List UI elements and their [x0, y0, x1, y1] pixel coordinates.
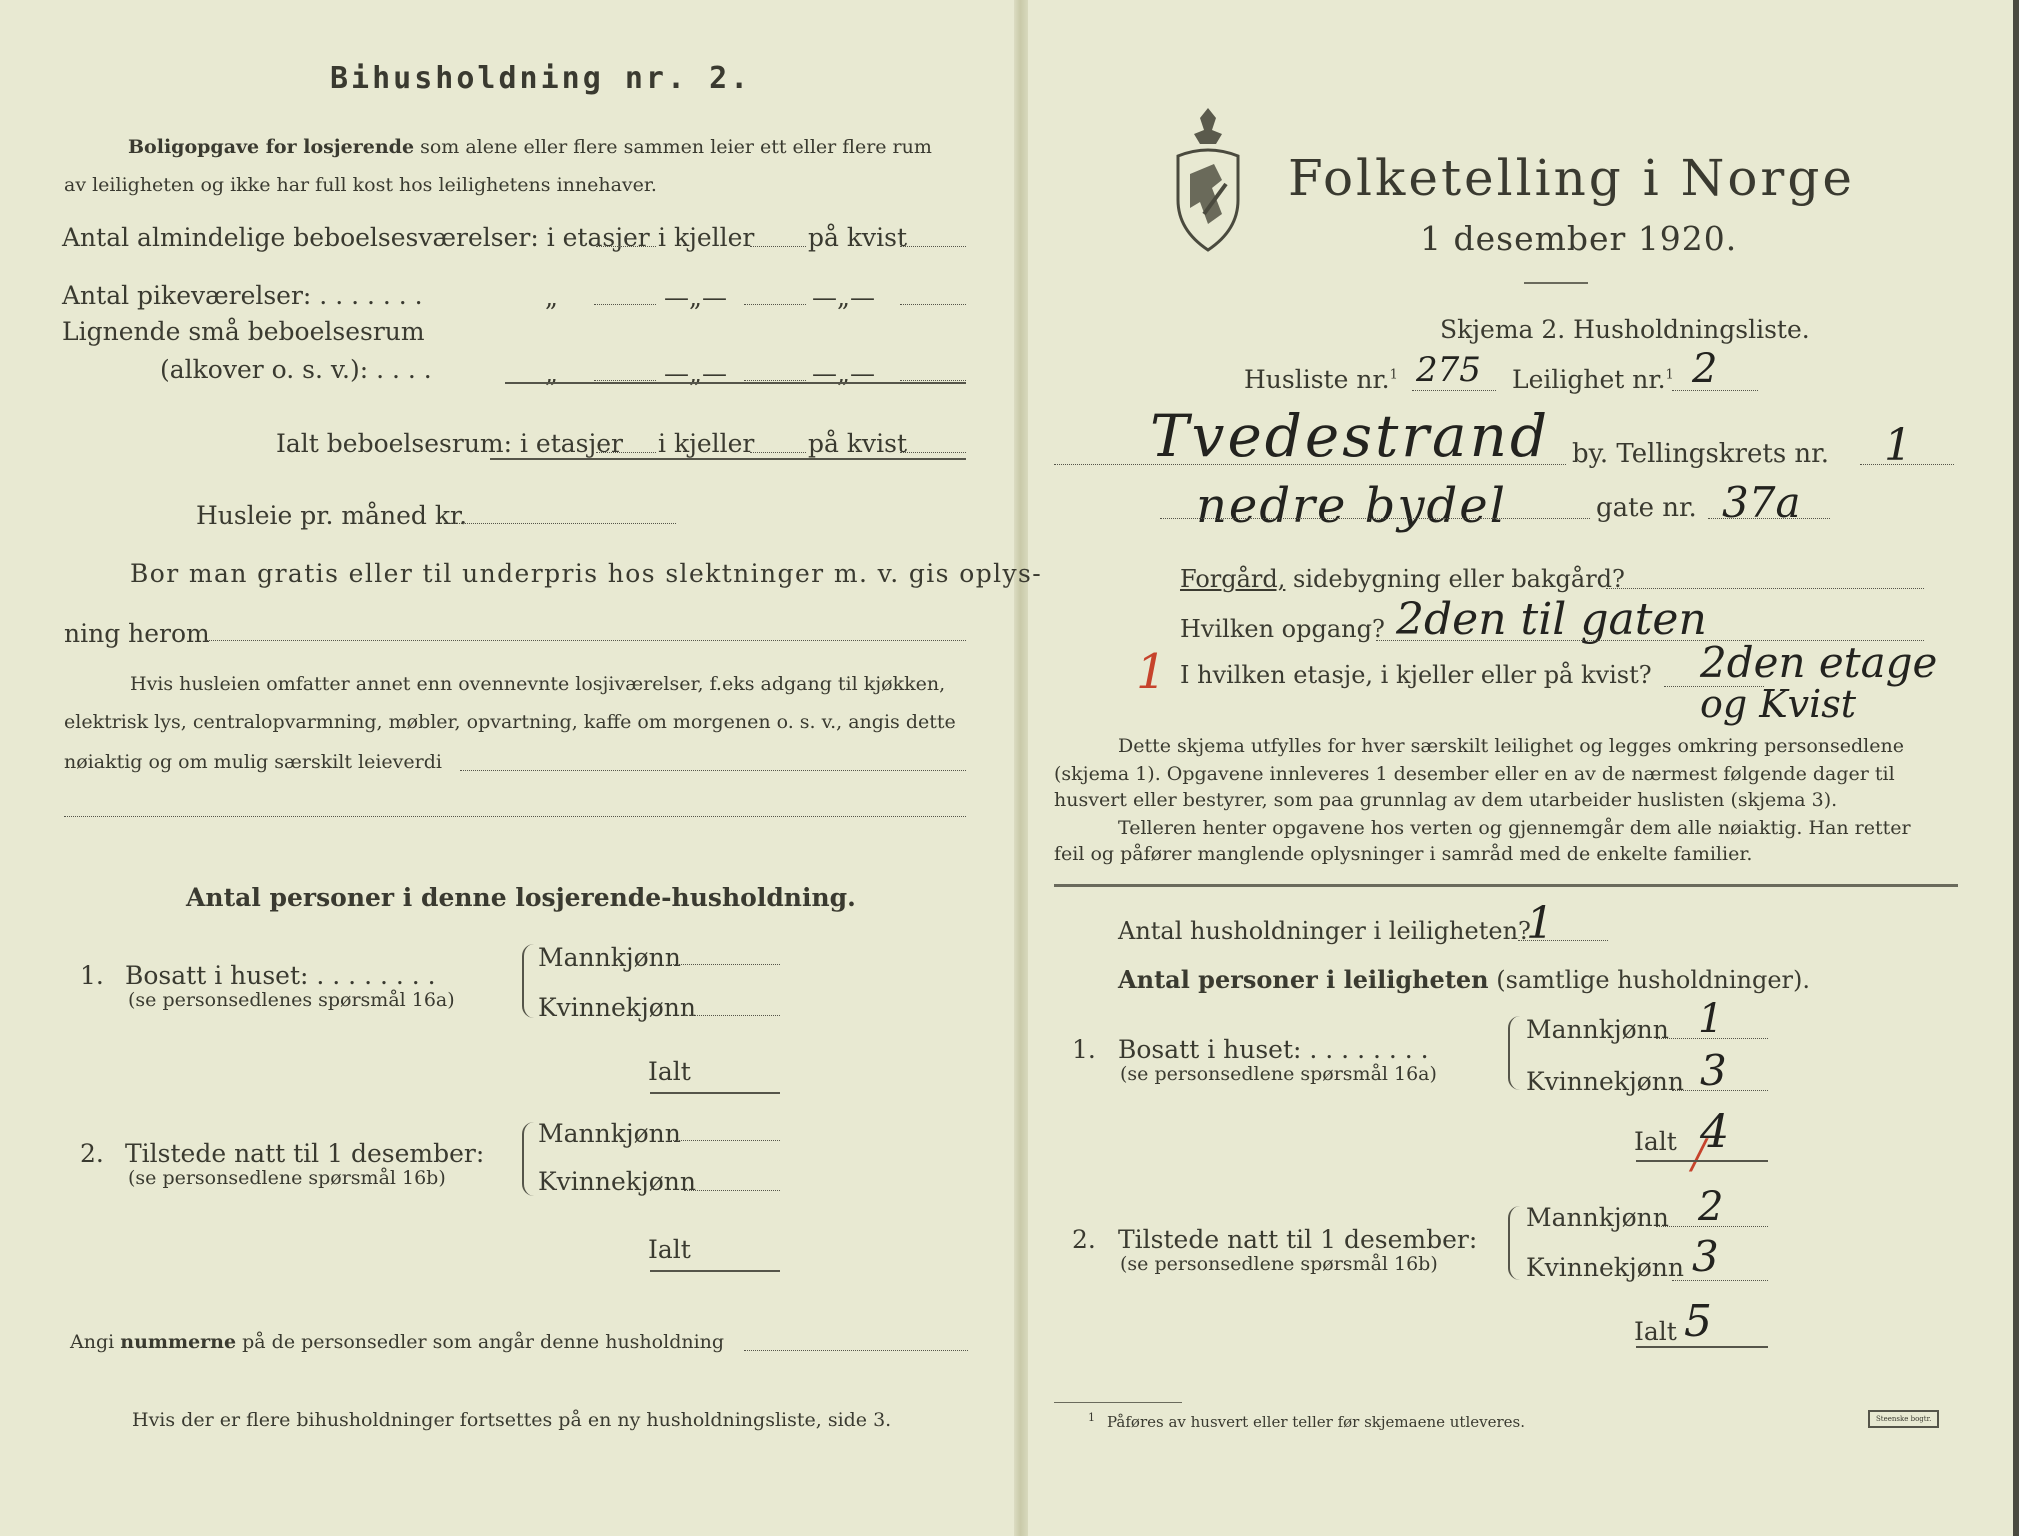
city-by-label: by. Tellingskrets nr.	[1572, 439, 1830, 469]
total-rooms-label: Ialt beboelsesrum: i etasjer	[276, 429, 624, 458]
intro-rest: som alene eller flere sammen leier ett eller flere rum	[414, 136, 932, 158]
right-q1-male-label: Mannkjønn	[1526, 1015, 1669, 1044]
rent-field[interactable]	[450, 523, 676, 524]
right-q2-female-value[interactable]: 3	[1692, 1232, 1719, 1281]
krets-field	[1860, 464, 1954, 465]
coat-of-arms-icon	[1168, 104, 1248, 254]
intro-line-1	[128, 137, 932, 159]
right-persons-heading-rest: (samtlige husholdninger).	[1488, 966, 1811, 994]
left-q2-male-label: Mannkjønn	[538, 1119, 681, 1148]
maid-ditto-2: —„—	[664, 283, 727, 312]
sheet-edge	[2013, 0, 2019, 1536]
left-q1-label: Bosatt i huset: . . . . . . . .	[125, 961, 436, 990]
right-q2-total-label: Ialt	[1634, 1317, 1677, 1346]
husliste-label	[1244, 366, 1398, 395]
alcove-field-1[interactable]	[594, 380, 656, 381]
left-q2-female-field[interactable]	[684, 1190, 780, 1191]
intro-bold: Boligopgave for losjerende	[128, 136, 415, 158]
alcove-underline	[505, 382, 966, 384]
maid-ditto-1: „	[545, 283, 558, 312]
forgard-label	[1180, 566, 1625, 594]
rooms-attic-field[interactable]	[900, 246, 966, 247]
numbers-label-c: på de personsedler som angår denne husholdning	[236, 1331, 725, 1353]
forgard-underlined: Forgård,	[1180, 565, 1286, 593]
right-q1-label: Bosatt i huset: . . . . . . . .	[1118, 1035, 1429, 1064]
left-q2-total-field[interactable]	[650, 1270, 780, 1272]
leilighet-label	[1512, 366, 1674, 395]
households-field	[1518, 940, 1608, 941]
leilighet-footnote-mark: 1	[1665, 367, 1674, 383]
right-q2-total-field	[1636, 1346, 1768, 1348]
left-q2-number: 2.	[80, 1139, 104, 1168]
rooms-attic-label: på kvist	[808, 223, 907, 252]
leilighet-field	[1672, 390, 1758, 391]
note-line-2: elektrisk lys, centralopvarmning, møbler, opvartning, kaffe om morgenen o. s. v., angis dette	[64, 711, 956, 733]
total-etasjer-field[interactable]	[596, 452, 656, 453]
maid-ditto-3: —„—	[812, 283, 875, 312]
etasje-label: I hvilken etasje, i kjeller eller på kvist?	[1180, 661, 1652, 689]
husliste-text: Husliste nr.	[1244, 365, 1390, 394]
right-q2-female-label: Kvinnekjønn	[1526, 1253, 1684, 1282]
right-q2-female-field	[1672, 1280, 1768, 1281]
maid-field-2[interactable]	[744, 304, 806, 305]
total-attic-label: på kvist	[808, 429, 907, 458]
right-q1-total-field	[1636, 1160, 1768, 1162]
instructions-1: Dette skjema utfylles for hver særskilt leilighet og legges omkring personsedlene	[1118, 735, 1904, 757]
left-q1-number: 1.	[80, 961, 104, 990]
rooms-cellar-field[interactable]	[750, 246, 806, 247]
right-q1-total-check: /	[1692, 1132, 1706, 1178]
right-q2-total-value[interactable]: 5	[1684, 1296, 1712, 1347]
city-field	[1054, 464, 1566, 465]
total-rooms-underline	[490, 458, 966, 460]
maid-field-3[interactable]	[900, 304, 966, 305]
right-q2-sub: (se personsedlene spørsmål 16b)	[1120, 1253, 1438, 1275]
note-field-1[interactable]	[460, 770, 966, 771]
right-q2-male-field	[1656, 1226, 1768, 1227]
footnote	[1088, 1412, 1525, 1431]
rooms-label: Antal almindelige beboelsesværelser: i etasjer	[62, 223, 650, 252]
total-cellar-field[interactable]	[750, 452, 806, 453]
rooms-etasjer-field[interactable]	[596, 246, 656, 247]
city-value[interactable]: Tvedestrand	[1150, 402, 1551, 470]
left-q1-female-label: Kvinnekjønn	[538, 993, 696, 1022]
alcove-ditto-3: —„—	[812, 359, 875, 388]
maid-field-1[interactable]	[594, 304, 656, 305]
numbers-label-a: Angi	[70, 1331, 121, 1353]
rooms-cellar-label: i kjeller	[658, 223, 755, 252]
numbers-label-b: nummerne	[120, 1331, 237, 1353]
husliste-footnote-mark: 1	[1389, 367, 1398, 383]
right-q2-label: Tilstede natt til 1 desember:	[1118, 1225, 1478, 1254]
right-q2-number: 2.	[1072, 1225, 1096, 1254]
husliste-field	[1412, 390, 1496, 391]
total-cellar-label: i kjeller	[658, 429, 755, 458]
etasje-red-mark: 1	[1136, 644, 1167, 700]
printer-mark: Steenske bogtr.	[1868, 1410, 1939, 1428]
right-persons-heading-bold: Antal personer i leiligheten	[1118, 965, 1489, 994]
left-q1-total-field[interactable]	[650, 1092, 780, 1094]
free-question-1: Bor man gratis eller til underpris hos slektninger m. v. gis oplys-	[130, 559, 1043, 588]
households-label: Antal husholdninger i leiligheten?	[1118, 917, 1531, 945]
right-persons-heading	[1118, 966, 1810, 995]
left-q1-male-field[interactable]	[668, 964, 780, 965]
intro-line-2: av leiligheten og ikke har full kost hos leilighetens innehaver.	[64, 174, 657, 196]
numbers-label	[70, 1332, 724, 1354]
left-q1-sub: (se personsedlenes spørsmål 16a)	[128, 989, 455, 1011]
left-title: Bihusholdning nr. 2.	[330, 61, 752, 96]
left-q2-brace	[522, 1122, 534, 1196]
instructions-divider	[1054, 884, 1958, 887]
rent-label: Husleie pr. måned kr.	[196, 501, 468, 530]
left-q1-female-field[interactable]	[684, 1015, 780, 1016]
street-value[interactable]: nedre bydel	[1196, 478, 1507, 534]
right-q1-female-value[interactable]: 3	[1700, 1046, 1727, 1095]
leilighet-text: Leilighet nr.	[1512, 365, 1666, 394]
right-q1-male-field	[1656, 1038, 1768, 1039]
leilighet-value[interactable]: 2	[1692, 346, 1718, 392]
left-persons-heading: Antal personer i denne losjerende-husholdning.	[186, 883, 856, 912]
similar-rooms-label: Lignende små beboelsesrum	[62, 317, 425, 346]
right-q1-female-field	[1672, 1090, 1768, 1091]
krets-value[interactable]: 1	[1884, 420, 1912, 471]
footnote-text: Påføres av husvert eller teller før skjemaene utleveres.	[1107, 1413, 1525, 1431]
etasje-value-2[interactable]: og Kvist	[1700, 682, 1857, 726]
right-q1-female-label: Kvinnekjønn	[1526, 1067, 1684, 1096]
alcove-ditto-2: —„—	[664, 359, 727, 388]
free-question-2: ning herom	[64, 619, 210, 648]
right-q1-total-label: Ialt	[1634, 1127, 1677, 1156]
left-footer: Hvis der er flere bihusholdninger fortsettes på en ny husholdningsliste, side 3.	[132, 1409, 892, 1431]
opgang-value[interactable]: 2den til gaten	[1396, 594, 1707, 645]
total-attic-field[interactable]	[900, 452, 966, 453]
free-question-field[interactable]	[206, 640, 966, 641]
gate-label: gate nr.	[1596, 493, 1697, 523]
etasje-value-1[interactable]: 2den etage	[1700, 638, 1938, 687]
instructions-4: Telleren henter opgavene hos verten og gjennemgår dem alle nøiaktig. Han retter	[1118, 817, 1911, 839]
alcove-field-3[interactable]	[900, 380, 966, 381]
right-q1-number: 1.	[1072, 1035, 1096, 1064]
right-date: 1 desember 1920.	[1420, 219, 1738, 258]
right-q2-male-label: Mannkjønn	[1526, 1203, 1669, 1232]
street-field	[1160, 518, 1590, 519]
page-fold	[1014, 0, 1028, 1536]
instructions-5: feil og påfører manglende oplysninger i samråd med de enkelte familier.	[1054, 843, 1753, 865]
numbers-field[interactable]	[744, 1350, 968, 1351]
left-q2-sub: (se personsedlene spørsmål 16b)	[128, 1167, 446, 1189]
forgard-field[interactable]	[1606, 588, 1924, 589]
note-line-3: nøiaktig og om mulig særskilt leieverdi	[64, 751, 442, 773]
alcove-field-2[interactable]	[744, 380, 806, 381]
footnote-rule	[1054, 1402, 1182, 1403]
alcove-ditto-1: „	[545, 359, 558, 388]
maid-rooms-label: Antal pikeværelser: . . . . . . .	[62, 281, 423, 310]
instructions-2: (skjema 1). Opgavene innleveres 1 desember eller en av de nærmest følgende dager til	[1054, 763, 1895, 785]
husliste-value[interactable]: 275	[1416, 350, 1481, 390]
right-q1-total-value[interactable]: 4	[1700, 1104, 1730, 1158]
note-field-2[interactable]	[64, 816, 966, 817]
right-q1-male-value[interactable]: 1	[1698, 996, 1724, 1042]
forgard-rest: sidebygning eller bakgård?	[1285, 565, 1625, 593]
left-q1-brace	[522, 944, 534, 1018]
households-value[interactable]: 1	[1526, 898, 1554, 949]
alcoves-label: (alkover o. s. v.): . . . .	[160, 355, 432, 384]
opgang-label: Hvilken opgang?	[1180, 615, 1385, 643]
title-divider	[1524, 282, 1588, 284]
right-title: Folketelling i Norge	[1288, 149, 1855, 207]
note-line-1: Hvis husleien omfatter annet enn ovennevnte losjiværelser, f.eks adgang til kjøkken,	[130, 673, 946, 695]
instructions-3: husvert eller bestyrer, som paa grunnlag av dem utarbeider huslisten (skjema 3).	[1054, 789, 1838, 811]
left-q1-male-label: Mannkjønn	[538, 943, 681, 972]
left-q2-male-field[interactable]	[668, 1140, 780, 1141]
footnote-number: 1	[1088, 1411, 1095, 1424]
left-q2-total-label: Ialt	[648, 1235, 691, 1264]
left-q2-label: Tilstede natt til 1 desember:	[125, 1139, 485, 1168]
right-q2-brace	[1508, 1206, 1520, 1280]
schema-label: Skjema 2. Husholdningsliste.	[1440, 315, 1810, 344]
left-q2-female-label: Kvinnekjønn	[538, 1167, 696, 1196]
right-q2-male-value[interactable]: 2	[1698, 1184, 1724, 1230]
right-q1-brace	[1508, 1016, 1520, 1090]
right-q1-sub: (se personsedlene spørsmål 16a)	[1120, 1063, 1437, 1085]
left-q1-total-label: Ialt	[648, 1057, 691, 1086]
gate-field	[1708, 518, 1830, 519]
gate-value[interactable]: 37a	[1722, 478, 1801, 527]
